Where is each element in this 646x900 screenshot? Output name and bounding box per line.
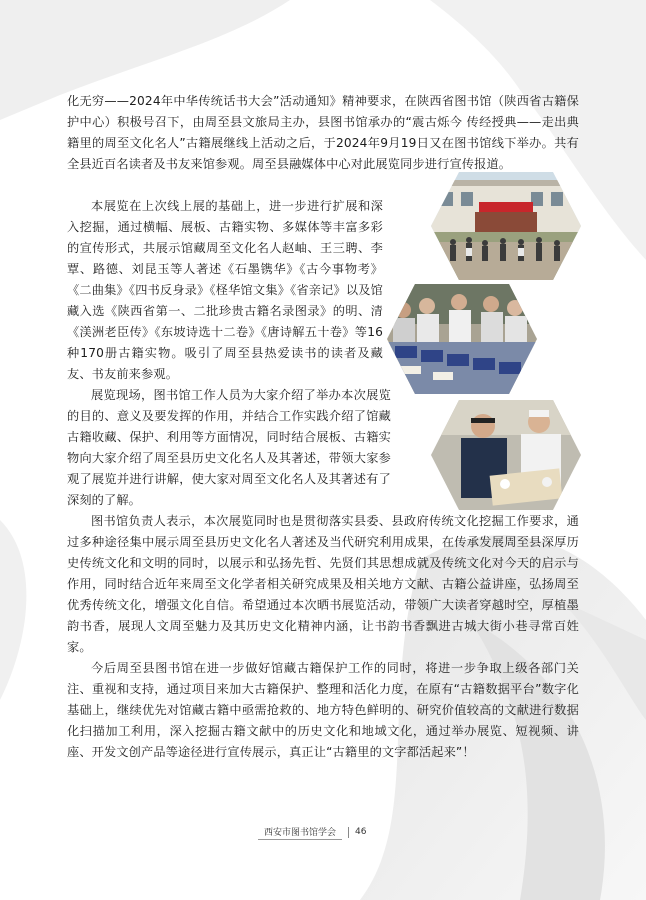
ancient-book-inspection-photo	[431, 400, 581, 510]
page-number: 46	[355, 827, 367, 837]
library-exterior-photo	[431, 172, 581, 280]
paragraph-on-site: 展览现场，图书馆工作人员为大家介绍了举办本次展览的目的、意义及要发挥的作用，并结合工作实践介绍了馆藏古籍收藏、保护、利用等方面情况，同时结合展板、古籍实物向大家介绍了周至县历史文化名人及其著述，带领大家参观了展览并进行讲解，使大家对周至文化名人及其著述有了深刻的了解。	[67, 388, 391, 507]
exhibition-viewing-photo	[387, 284, 537, 394]
paragraph-intro: 化无穷——2024年中华传统话书大会”活动通知》精神要求，在陕西省图书馆（陕西省古籍保护中心）积极号召下，由周至县文旅局主办，县图书馆承办的“震古烁今 传经授典——走出典籍里的周至文化名人”古籍展继线上活动之后，于2024年9月19日又在图书馆线下举办。共有全县近百名读者及书友来馆参观。周至县融媒体中心对此展览同步进行宣传报道。	[67, 94, 579, 171]
page-footer	[258, 824, 366, 840]
footer-organization: 西安市图书馆学会	[258, 825, 342, 840]
paragraph-director-remarks: 图书馆负责人表示，本次展览同时也是贯彻落实县委、县政府传统文化挖掘工作要求，通过多种途径集中展示周至县历史文化名人著述及当代研究利用成果，在传承发展周至县深厚历史传统文化和文明的同时，以展示和弘扬先哲、先贤们其思想成就及传统文化对今天的启示与作用，同时结合近年来周至文化学者相关研究成果及相关地方文献、古籍公益讲座，弘扬周至优秀传统文化，增强文化自信。希望通过本次晒书展览活动，带领广大读者穿越时空，厚植墨韵书香，展现人文周至魅力及其历史文化精神内涵，让书韵书香飘进古城大街小巷寻常百姓家。	[67, 514, 579, 654]
paragraph-future-plans: 今后周至县图书馆在进一步做好馆藏古籍保护工作的同时，将进一步争取上级各部门关注、重视和支持，通过项目来加大古籍保护、整理和活化力度，在原有“古籍数据平台”数字化基础上，继续优先对馆藏古籍中亟需抢救的、地方特色鲜明的、研究价值较高的文献进行数据化扫描加工利用，深入挖掘古籍文献中的历史文化和地域文化，通过举办展览、短视频、讲座、开发文创产品等途径进行宣传展示，真正让“古籍里的文字都活起来”！	[67, 661, 579, 759]
footer-divider	[348, 827, 349, 838]
paragraph-exhibition: 本展览在上次线上展的基础上，进一步进行扩展和深入挖掘，通过横幅、展板、古籍实物、多媒体等丰富多彩的宣传形式，共展示馆藏周至文化名人赵岫、王三聘、李覃、路德、刘昆玉等人著述《石墨镌华》《古今事物考》《二曲集》《四书反身录》《柽华馆文集》《省亲记》以及馆藏入选《陕西省第一、二批珍贵古籍名录图录》的明、清《渼洲老臣传》《东坡诗选十二卷》《唐诗解五十卷》等16种170册古籍实物。吸引了周至县热爱读书的读者及藏友、书友前来参观。	[67, 199, 383, 381]
